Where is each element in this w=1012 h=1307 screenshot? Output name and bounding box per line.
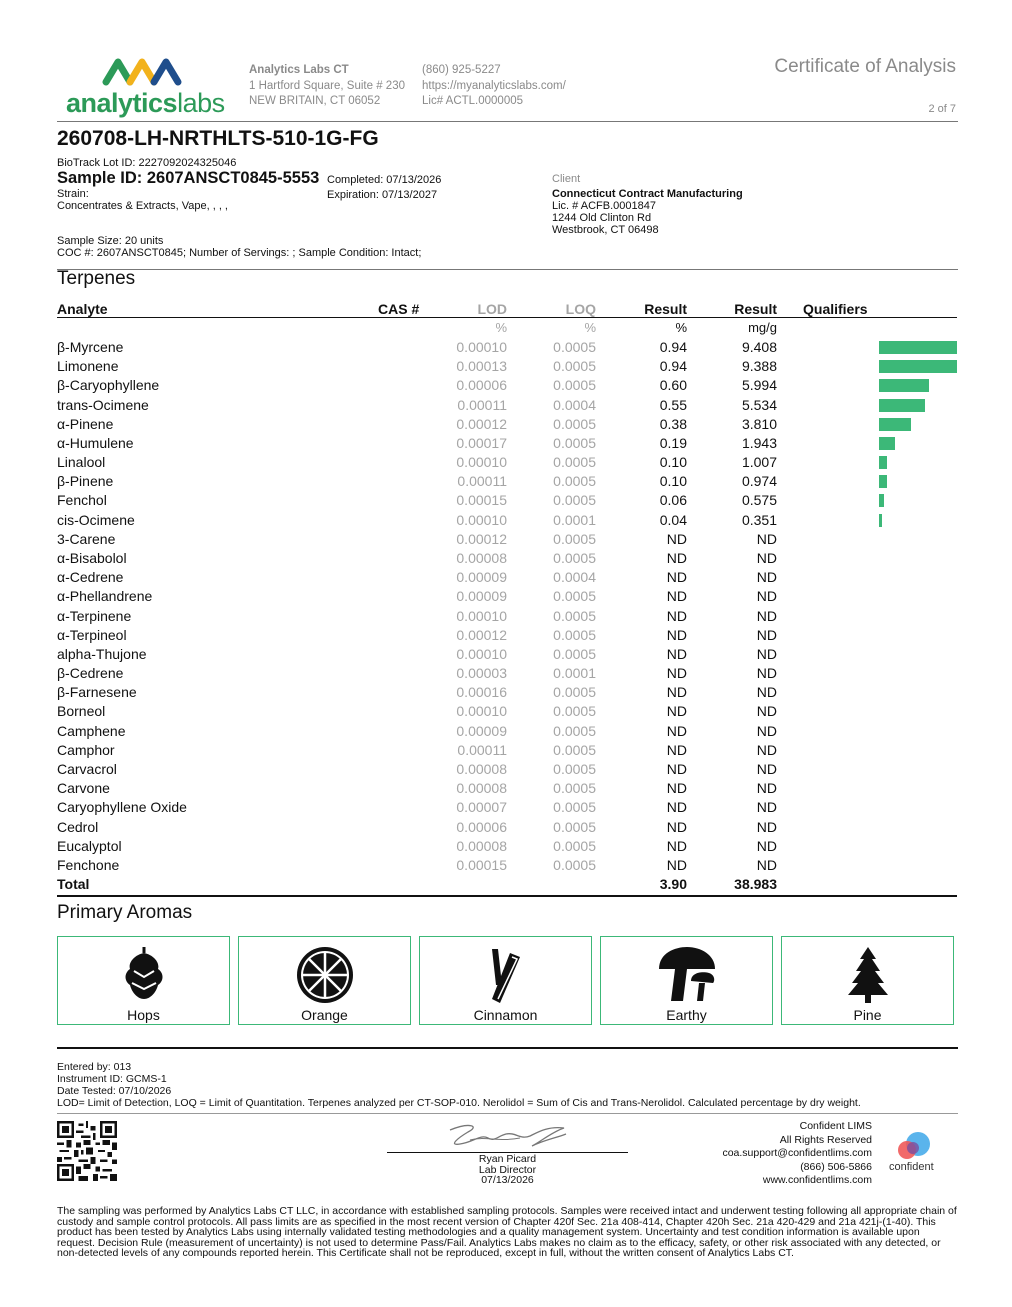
loq-value: 0.0005 — [553, 473, 596, 490]
lod-value: 0.00011 — [457, 396, 507, 413]
lod-value: 0.00008 — [456, 780, 507, 797]
col-lod: LOD — [477, 301, 507, 317]
loq-value: 0.0004 — [553, 569, 596, 586]
result-pct: ND — [666, 569, 687, 586]
result-mg: 0.351 — [741, 511, 777, 528]
terpene-level-bar — [879, 514, 882, 527]
loq-value: 0.0005 — [553, 722, 596, 739]
lims-info — [722, 1120, 872, 1188]
analyte-name: Carvacrol — [57, 760, 117, 777]
result-pct: ND — [666, 780, 687, 797]
result-pct: 0.19 — [659, 434, 687, 451]
sample-size-info — [57, 236, 421, 259]
lab-address-line2: NEW BRITAIN, CT 06052 — [249, 95, 381, 107]
result-mg: ND — [756, 741, 777, 758]
table-bottom-rule — [57, 895, 957, 897]
loq-value: 0.0005 — [553, 549, 596, 566]
mushroom-icon — [657, 945, 717, 1005]
terpene-level-bar — [879, 379, 929, 392]
lab-contact — [422, 63, 566, 110]
result-pct: ND — [666, 645, 687, 662]
result-pct: 0.10 — [659, 454, 687, 471]
unit-lod: % — [495, 320, 507, 335]
biotrack-lot-id: BioTrack Lot ID: 2227092024325046 — [57, 157, 237, 169]
result-pct: 0.38 — [659, 415, 687, 432]
terpene-row — [57, 742, 957, 761]
lod-value: 0.00008 — [456, 837, 507, 854]
result-mg: 5.994 — [741, 377, 777, 394]
result-pct: 0.55 — [659, 396, 687, 413]
lab-website[interactable]: https://myanalyticslabs.com/ — [422, 79, 566, 92]
aromas-section-title: Primary Aromas — [57, 902, 193, 923]
lod-value: 0.00015 — [456, 856, 507, 873]
lod-value: 0.00010 — [456, 607, 507, 624]
coc-info: COC #: 2607ANSCT0845; Number of Servings: ; Sample Condition: Intact; — [57, 246, 422, 259]
aroma-orange — [238, 936, 411, 1025]
confident-logo-text: confident — [889, 1161, 934, 1173]
loq-value: 0.0005 — [553, 741, 596, 758]
terpene-level-bar — [879, 418, 911, 431]
signature-image — [440, 1120, 570, 1152]
entered-by: Entered by: 013 — [57, 1061, 132, 1073]
result-pct: ND — [666, 799, 687, 816]
result-mg: ND — [756, 684, 777, 701]
result-mg: ND — [756, 837, 777, 854]
lod-value: 0.00011 — [457, 473, 507, 490]
analyte-name: β-Caryophyllene — [57, 377, 160, 394]
client-address-line2: Westbrook, CT 06498 — [552, 224, 659, 236]
terpene-row — [57, 646, 957, 665]
total-pct: 3.90 — [659, 876, 687, 892]
result-pct: ND — [666, 703, 687, 720]
terpene-row — [57, 799, 957, 818]
lims-website[interactable]: www.confidentlims.com — [762, 1174, 872, 1186]
lab-license: Lic# ACTL.0000005 — [422, 95, 524, 107]
loq-value: 0.0005 — [553, 760, 596, 777]
result-pct: ND — [666, 741, 687, 758]
analyte-name: Cedrol — [57, 818, 99, 835]
result-pct: 0.94 — [659, 358, 687, 375]
terpene-row — [57, 684, 957, 703]
client-license: Lic. # ACFB.0001847 — [552, 200, 656, 212]
loq-value: 0.0005 — [553, 358, 596, 375]
analyte-name: Caryophyllene Oxide — [57, 799, 187, 816]
hops-icon — [120, 945, 168, 1001]
terpene-row — [57, 857, 957, 876]
terpene-row — [57, 627, 957, 646]
result-mg: ND — [756, 530, 777, 547]
result-pct: ND — [666, 549, 687, 566]
result-mg: ND — [756, 722, 777, 739]
analyte-name: Borneol — [57, 703, 106, 720]
analyte-name: Fenchone — [57, 856, 120, 873]
analyte-name: α-Bisabolol — [57, 549, 127, 566]
result-pct: ND — [666, 665, 687, 682]
terpene-level-bar — [879, 341, 957, 354]
result-mg: ND — [756, 799, 777, 816]
lod-value: 0.00010 — [456, 454, 507, 471]
analyte-name: Carvone — [57, 780, 110, 797]
terpene-row — [57, 339, 957, 358]
loq-value: 0.0005 — [553, 434, 596, 451]
sample-divider — [57, 269, 958, 270]
col-result-pct: Result — [644, 301, 687, 317]
col-cas: CAS # — [378, 301, 420, 317]
result-mg: 0.974 — [741, 473, 777, 490]
terpene-level-bar — [879, 360, 957, 373]
terpene-level-bar — [879, 494, 884, 507]
aroma-pine — [781, 936, 954, 1025]
terpene-row — [57, 550, 957, 569]
analyte-name: β-Cedrene — [57, 665, 124, 682]
lims-phone: (866) 506-5866 — [800, 1160, 872, 1173]
result-pct: ND — [666, 722, 687, 739]
lod-value: 0.00016 — [456, 684, 507, 701]
analyte-name: trans-Ocimene — [57, 396, 149, 413]
loq-value: 0.0005 — [553, 607, 596, 624]
terpene-row — [57, 780, 957, 799]
orange-slice-icon — [295, 945, 355, 1005]
lab-info — [249, 63, 405, 110]
lab-name: Analytics Labs CT — [249, 64, 349, 76]
disclaimer: The sampling was performed by Analytics Labs CT LLC, in accordance with established sampling protocols. Samples were received intact and underwent testing following all appropriate chain of custody and sample control protocols. All pass limits are as specified in the most recent version of Chapter 420f Sec. 21a 408-414, Chapter 420h Sec. 21a 420-429 and 21a 421j-(1-40). This product has been tested by Analytics Labs using internally validated testing methodologies and a quality management system. Uncertainty and test condition information is available upon request. Decision Rule (measurement of uncertainty) is not used to determine Pass/Fail. Analytics Labs makes no claim as to the efficacy, safety, or other risk associated with any detected, or non-detected levels of any compounds reported herein. This Certificate shall not be reproduced, except in full, without the written consent of Analytics Labs CT. — [57, 1205, 957, 1259]
result-pct: ND — [666, 588, 687, 605]
lod-value: 0.00009 — [456, 569, 507, 586]
lod-value: 0.00006 — [456, 818, 507, 835]
abbreviation-legend: LOD= Limit of Detection, LOQ = Limit of Quantitation. Terpenes analyzed per CT-SOP-010. Nerolidol = Sum of Cis and Trans-Nerolidol. Calculated percentage by dry weight. — [57, 1097, 861, 1109]
terpene-row — [57, 454, 957, 473]
lod-value: 0.00008 — [456, 760, 507, 777]
header-divider — [57, 121, 958, 122]
analyte-name: Camphor — [57, 741, 115, 758]
lod-value: 0.00012 — [456, 626, 507, 643]
qr-code-icon[interactable] — [57, 1121, 117, 1181]
loq-value: 0.0005 — [553, 780, 596, 797]
result-mg: ND — [756, 626, 777, 643]
aroma-label: Earthy — [666, 1007, 707, 1023]
completed-date: Completed: 07/13/2026 — [327, 174, 442, 186]
analyticslabs-logo-text: analyticslabs — [66, 88, 225, 118]
terpene-level-bar — [879, 475, 887, 488]
sample-size: Sample Size: 20 units — [57, 235, 164, 247]
loq-value: 0.0005 — [553, 684, 596, 701]
loq-value: 0.0001 — [553, 511, 596, 528]
col-analyte: Analyte — [57, 301, 108, 317]
terpene-level-bar — [879, 437, 895, 450]
document-title: Certificate of Analysis — [774, 56, 956, 77]
result-pct: 0.04 — [659, 511, 687, 528]
loq-value: 0.0004 — [553, 396, 596, 413]
lod-value: 0.00007 — [456, 799, 507, 816]
loq-value: 0.0005 — [553, 377, 596, 394]
analyte-name: Camphene — [57, 722, 126, 739]
result-pct: ND — [666, 530, 687, 547]
sample-dates — [327, 173, 441, 203]
result-mg: ND — [756, 856, 777, 873]
analyte-name: β-Farnesene — [57, 684, 137, 701]
aroma-earthy — [600, 936, 773, 1025]
sample-name: 260708-LH-NRTHLTS-510-1G-FG — [57, 127, 379, 150]
unit-mg: mg/g — [748, 320, 777, 335]
result-mg: ND — [756, 607, 777, 624]
lod-value: 0.00010 — [456, 703, 507, 720]
loq-value: 0.0005 — [553, 492, 596, 509]
signatory — [387, 1154, 628, 1186]
analyte-name: α-Terpineol — [57, 626, 127, 643]
analyte-name: Linalool — [57, 454, 106, 471]
terpene-row — [57, 569, 957, 588]
loq-value: 0.0005 — [553, 415, 596, 432]
client-label: Client — [552, 173, 581, 185]
terpene-row — [57, 435, 957, 454]
terpene-row — [57, 761, 957, 780]
page-number: 2 of 7 — [928, 103, 956, 115]
terpene-row — [57, 512, 957, 531]
result-mg: ND — [756, 588, 777, 605]
terpenes-table-header — [57, 301, 957, 318]
terpene-row — [57, 416, 957, 435]
col-result-mg: Result — [734, 301, 777, 317]
loq-value: 0.0005 — [553, 818, 596, 835]
result-mg: 1.943 — [741, 434, 777, 451]
lims-rights: All Rights Reserved — [779, 1133, 872, 1146]
analyte-name: 3-Carene — [57, 530, 116, 547]
date-tested: Date Tested: 07/10/2026 — [57, 1085, 172, 1097]
result-mg: 0.575 — [741, 492, 777, 509]
terpene-row — [57, 819, 957, 838]
lod-value: 0.00003 — [456, 665, 507, 682]
result-pct: 0.10 — [659, 473, 687, 490]
lod-value: 0.00011 — [457, 741, 507, 758]
result-pct: ND — [666, 626, 687, 643]
analyte-name: β-Pinene — [57, 473, 114, 490]
lod-value: 0.00012 — [456, 530, 507, 547]
lod-value: 0.00010 — [456, 339, 507, 355]
loq-value: 0.0005 — [553, 837, 596, 854]
result-mg: 9.388 — [741, 358, 777, 375]
terpene-row — [57, 377, 957, 396]
loq-value: 0.0005 — [553, 703, 596, 720]
strain-label: Strain: — [57, 188, 89, 200]
aromas-divider — [57, 1047, 958, 1049]
lod-value: 0.00010 — [456, 645, 507, 662]
terpene-row — [57, 358, 957, 377]
unit-loq: % — [584, 320, 596, 335]
terpene-row — [57, 588, 957, 607]
analyte-name: α-Terpinene — [57, 607, 132, 624]
sample-category: Concentrates & Extracts, Vape, , , , — [57, 200, 228, 212]
lims-name: Confident LIMS — [799, 1120, 872, 1132]
lod-value: 0.00012 — [456, 415, 507, 432]
result-pct: ND — [666, 607, 687, 624]
aroma-label: Pine — [853, 1007, 882, 1023]
lab-phone: (860) 925-5227 — [422, 64, 501, 76]
client-info — [552, 188, 743, 236]
loq-value: 0.0005 — [553, 454, 596, 471]
analyte-name: β-Myrcene — [57, 339, 124, 355]
result-pct: 0.06 — [659, 492, 687, 509]
terpenes-section-title: Terpenes — [57, 268, 136, 289]
lod-value: 0.00010 — [456, 511, 507, 528]
aroma-label: Orange — [301, 1007, 348, 1023]
result-mg: 5.534 — [741, 396, 777, 413]
lod-value: 0.00013 — [456, 358, 507, 375]
result-mg: ND — [756, 760, 777, 777]
terpene-row — [57, 703, 957, 722]
result-pct: ND — [666, 856, 687, 873]
terpene-row — [57, 531, 957, 550]
signer-title: Lab Director — [478, 1163, 537, 1176]
col-qualifiers: Qualifiers — [803, 301, 868, 317]
terpene-level-bar — [879, 399, 925, 412]
lod-value: 0.00006 — [456, 377, 507, 394]
analyte-name: alpha-Thujone — [57, 645, 147, 662]
terpene-row — [57, 665, 957, 684]
aroma-cinnamon — [419, 936, 592, 1025]
strain-info — [57, 188, 228, 212]
analyte-name: α-Humulene — [57, 434, 134, 451]
loq-value: 0.0005 — [553, 626, 596, 643]
analyte-name: Fenchol — [57, 492, 107, 509]
terpene-row — [57, 492, 957, 511]
result-mg: 9.408 — [741, 339, 777, 355]
loq-value: 0.0005 — [553, 530, 596, 547]
notes-divider — [57, 1113, 958, 1114]
analyte-name: α-Cedrene — [57, 569, 124, 586]
result-pct: ND — [666, 818, 687, 835]
result-mg: ND — [756, 780, 777, 797]
expiration-date: Expiration: 07/13/2027 — [327, 189, 438, 201]
analyte-name: α-Pinene — [57, 415, 114, 432]
instrument-id: Instrument ID: GCMS-1 — [57, 1073, 167, 1085]
result-mg: 1.007 — [741, 454, 777, 471]
result-pct: ND — [666, 837, 687, 854]
sample-id: Sample ID: 2607ANSCT0845-5553 — [57, 169, 320, 187]
aroma-label: Hops — [127, 1007, 160, 1023]
terpene-row — [57, 723, 957, 742]
loq-value: 0.0001 — [553, 665, 596, 682]
result-pct: ND — [666, 760, 687, 777]
lims-email[interactable]: coa.support@confidentlims.com — [722, 1147, 872, 1159]
result-mg: 3.810 — [741, 415, 777, 432]
analyte-name: α-Phellandrene — [57, 588, 153, 605]
result-pct: 0.60 — [659, 377, 687, 394]
analyte-name: cis-Ocimene — [57, 511, 135, 528]
result-mg: ND — [756, 818, 777, 835]
analyte-name: Eucalyptol — [57, 837, 122, 854]
result-mg: ND — [756, 645, 777, 662]
signed-date: 07/13/2026 — [481, 1174, 534, 1186]
loq-value: 0.0005 — [553, 856, 596, 873]
unit-pct: % — [675, 320, 687, 335]
result-mg: ND — [756, 569, 777, 586]
terpene-row — [57, 608, 957, 627]
terpenes-total-row — [57, 876, 957, 895]
aroma-hops — [57, 936, 230, 1025]
lab-address-line1: 1 Hartford Square, Suite # 230 — [249, 79, 405, 92]
result-mg: ND — [756, 665, 777, 682]
signer-name: Ryan Picard — [478, 1153, 537, 1165]
terpenes-units-row — [57, 320, 957, 336]
loq-value: 0.0005 — [553, 588, 596, 605]
total-label: Total — [57, 876, 90, 892]
client-name: Connecticut Contract Manufacturing — [552, 188, 743, 200]
loq-value: 0.0005 — [553, 799, 596, 816]
aroma-label: Cinnamon — [473, 1007, 538, 1023]
col-loq: LOQ — [565, 301, 596, 317]
loq-value: 0.0005 — [553, 339, 596, 355]
lod-value: 0.00017 — [456, 434, 507, 451]
terpene-row — [57, 397, 957, 416]
lod-value: 0.00015 — [456, 492, 507, 509]
test-notes — [57, 1061, 861, 1109]
terpene-level-bar — [879, 456, 887, 469]
terpene-row — [57, 473, 957, 492]
lod-value: 0.00008 — [456, 549, 507, 566]
pine-tree-icon — [846, 945, 890, 1003]
result-mg: ND — [756, 549, 777, 566]
result-pct: 0.94 — [659, 339, 687, 355]
cinnamon-icon — [486, 945, 526, 1005]
terpene-row — [57, 838, 957, 857]
total-mg: 38.983 — [734, 876, 777, 892]
client-address-line1: 1244 Old Clinton Rd — [552, 212, 652, 224]
result-mg: ND — [756, 703, 777, 720]
result-pct: ND — [666, 684, 687, 701]
lod-value: 0.00009 — [456, 722, 507, 739]
loq-value: 0.0005 — [553, 645, 596, 662]
lod-value: 0.00009 — [456, 588, 507, 605]
analyte-name: Limonene — [57, 358, 119, 375]
